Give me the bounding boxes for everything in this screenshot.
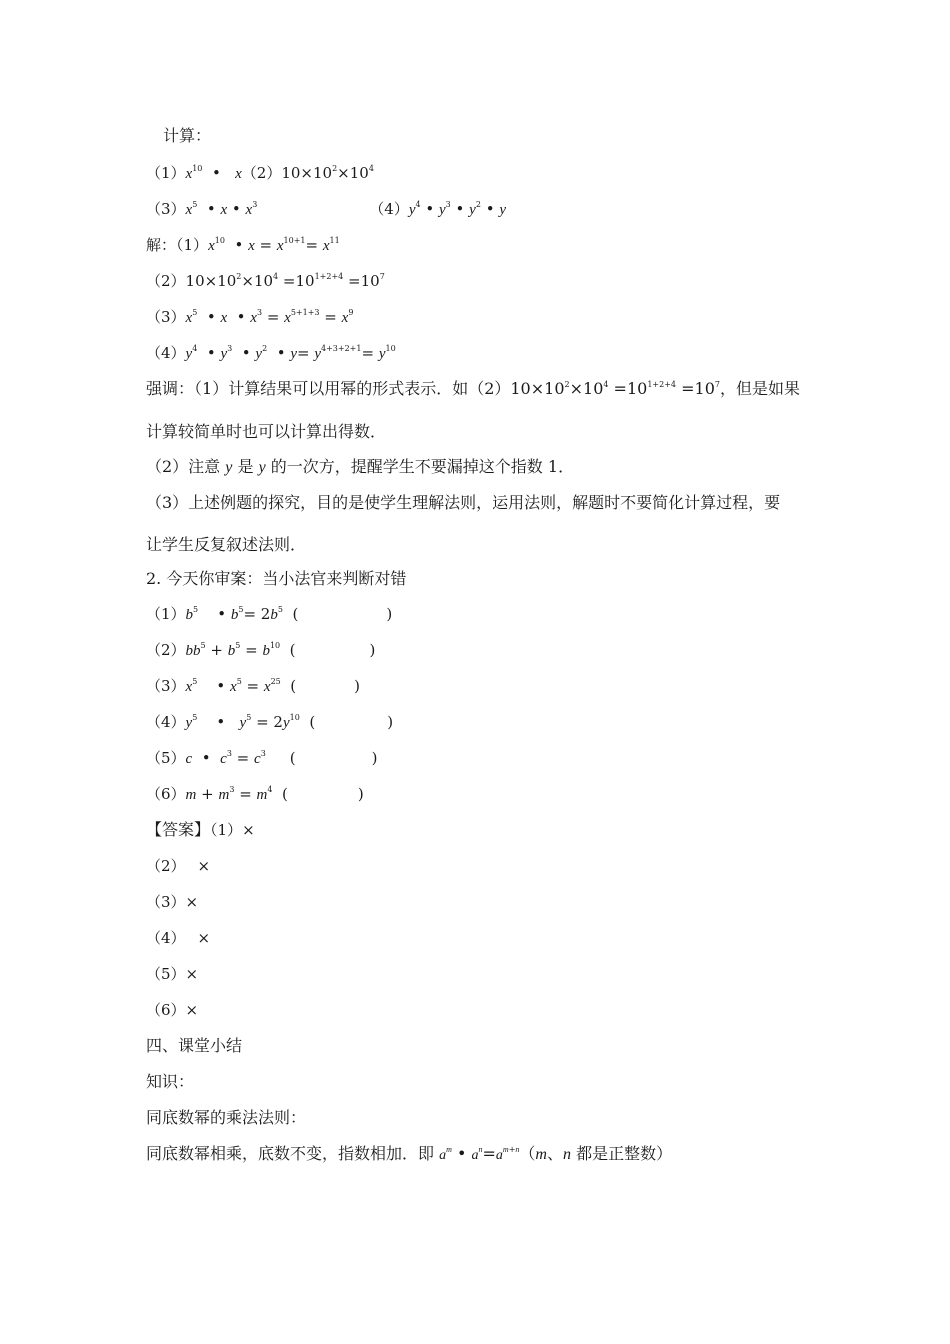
judge-item-2: $(2)bb^5 + b^5 = b^{10}$ ( ) <box>146 641 376 659</box>
judge-label-4: （4） <box>146 713 186 731</box>
summary-section-title: 四、课堂小结 <box>146 1036 243 1055</box>
answer-line-1 <box>146 820 255 840</box>
answer-mark-5: × <box>185 965 199 983</box>
emphasis-item-2c: 的一次方，提醒学生不要漏掉这个指数 1． <box>270 457 575 476</box>
answer-label-4: （4） <box>146 929 186 947</box>
judge-item-3: $(3)x^5$ • $x^5 = x^{25}$ ( ) <box>146 677 360 695</box>
judge-item-6: $(6)m + m^3 = m^4$ ( ) <box>146 785 364 803</box>
answer-line-3 <box>146 892 198 912</box>
answer-label-5: （5） <box>146 965 186 983</box>
solution-line-4: $(4)y^4$ • $y^3$ • $y^2$ • $y= y^{4+3+2+1}= y^{10}$ <box>146 344 396 362</box>
problem-label-4: （4） <box>369 200 409 218</box>
problem-line-2: $(3)x^5$ • x • $x^3$ $(4)y^4$ • $y^3$ • $y^2$ • y <box>146 200 506 218</box>
emphasis-item-1b: ，但是如果 <box>719 379 800 398</box>
answer-label-2: （2） <box>146 857 186 875</box>
judge-label-3: （3） <box>146 677 186 695</box>
emphasis-item-2a: （2）注意 <box>146 457 221 476</box>
emphasis-item-1a: （1）计算结果可以用幂的形式表示．如（2）10×10 <box>194 379 565 398</box>
summary-rule-cond-a: （ <box>519 1144 536 1163</box>
judge-item-1: $(1)b^5$ • $b^5= 2b^5$ ( ) <box>146 605 393 623</box>
answer-line-5 <box>146 964 198 984</box>
solution-label: 解： <box>146 236 177 254</box>
solution-line-3: $(3)x^5$ • x • $x^3 = x^{5+1+3} = x^9$ <box>146 308 354 326</box>
answer-mark-1: × <box>242 821 255 839</box>
solution-line-2: $(2)10\times 10^2\times 10^4 =10^{1+2+4} =10^7$ <box>146 272 385 290</box>
problem-expr-2: 10×10 <box>281 164 333 182</box>
answer-mark-6: × <box>185 1001 199 1019</box>
problem-line-1: $(1)x^{10}$ • $x(2)10\times 10^2\times 10^4$ <box>146 164 374 182</box>
judge-label-2: （2） <box>146 641 186 659</box>
solution-label-1: （1） <box>176 236 209 254</box>
answer-title: 【答案】 <box>146 820 211 839</box>
emphasis-line-1: 强调：（1）计算结果可以用幂的形式表示．如$(2)10\times 10^2\times 10^4 =10^{1+2+4} =10^7$，但是如果 <box>146 379 800 398</box>
answer-line-2 <box>146 856 210 876</box>
solution-line-1: 解：$(1)x^{10}$ • $x = x^{10+1}= x^{11}$ <box>146 236 340 254</box>
answer-line-6 <box>146 1000 198 1020</box>
answer-line-4 <box>146 928 210 948</box>
solution-label-3: （3） <box>146 308 186 326</box>
judge-title: 2. 今天你审案：当小法官来判断对错 <box>146 569 407 588</box>
summary-rule-cond-b: 、 <box>546 1144 563 1163</box>
problem-label-3: （3） <box>146 200 186 218</box>
solution-label-2: （2） <box>146 272 186 290</box>
summary-knowledge-label: 知识： <box>146 1072 195 1091</box>
summary-rule-text: 同底数幂相乘，底数不变，指数相加．即 $a^m$ • $a^n=a^{m+n}(m$、n 都是正整数） <box>146 1144 673 1163</box>
judge-label-5: （5） <box>146 749 186 767</box>
calc-heading: 计算： <box>163 126 212 145</box>
solution-label-4: （4） <box>146 344 186 362</box>
emphasis-line-3: （3）上述例题的探究，目的是使学生理解法则，运用法则，解题时不要简化计算过程，要 <box>146 493 781 512</box>
judge-label-6: （6） <box>146 785 186 803</box>
answer-mark-2: × <box>197 857 211 875</box>
judge-item-4: $(4)y^5$ • $y^5 = 2y^{10}$ ( ) <box>146 713 394 731</box>
summary-rule-text-a: 同底数幂相乘，底数不变，指数相加．即 <box>146 1144 435 1163</box>
answer-mark-4: × <box>197 929 211 947</box>
answer-label-6: （6） <box>146 1001 186 1019</box>
judge-item-5: （5）c • $c^3 = c^3$ ( ) <box>146 749 378 767</box>
summary-rule-title: 同底数幂的乘法法则： <box>146 1108 307 1127</box>
answer-label-1: （1） <box>210 821 243 839</box>
summary-rule-cond-c: 都是正整数） <box>576 1144 673 1163</box>
emphasis-line-3-cont: 让学生反复叙述法则． <box>146 535 307 554</box>
emphasis-line-1-cont: 计算较简单时也可以计算出得数． <box>146 422 387 441</box>
emphasis-item-2b: 是 <box>237 457 254 476</box>
problem-label-2: （2） <box>241 164 282 182</box>
emphasis-label: 强调： <box>146 379 195 398</box>
judge-label-1: （1） <box>146 605 186 623</box>
emphasis-line-2: （2）注意 y 是 y 的一次方，提醒学生不要漏掉这个指数 1． <box>146 457 575 476</box>
answer-label-3: （3） <box>146 893 186 911</box>
answer-mark-3: × <box>185 893 199 911</box>
problem-label-1: （1） <box>146 164 186 182</box>
